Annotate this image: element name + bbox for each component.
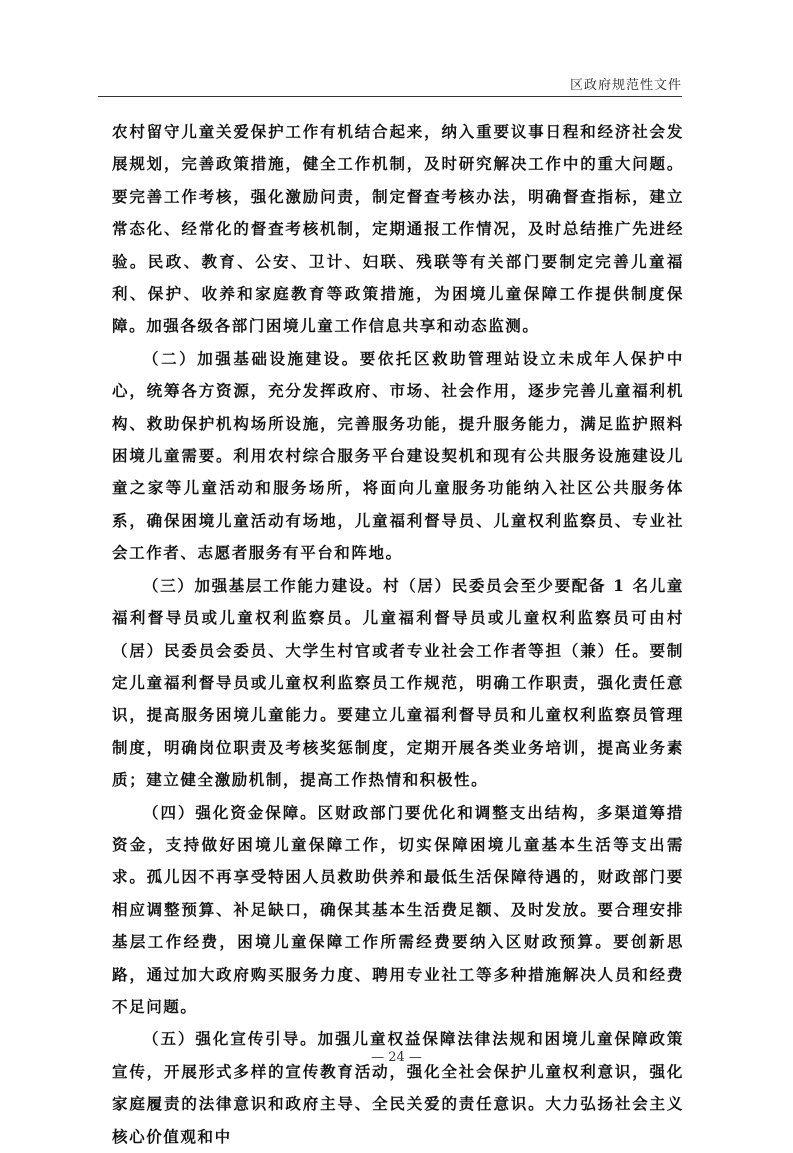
page-header bbox=[98, 74, 682, 97]
paragraph-infrastructure: （二）加强基础设施建设。要依托区救助管理站设立未成年人保护中心，统筹各方资源，充分发挥政府、市场、社会作用，逐步完善儿童福利机构、救助保护机构场所设施，完善服务功能，提升服务能力，满足监护照料困境儿童需要。利用农村综合服务平台建设契机和现有公共服务设施建设儿童之家等儿童活动和服务场所，将面向儿童服务功能纳入社区公共服务体系，确保困境儿童活动有场地，儿童福利督导员、儿童权利监察员、专业社会工作者、志愿者服务有平台和阵地。 bbox=[112, 348, 684, 563]
header-title: 区政府规范性文件 bbox=[569, 78, 682, 93]
paragraph-grassroots-capacity: （三）加强基层工作能力建设。村（居）民委员会至少要配备 1 名儿童福利督导员或儿童权利监察员。儿童福利督导员或儿童权利监察员可由村（居）民委员会委员、大学生村官或者专业社会工作者等担（兼）任。要制定儿童福利督导员或儿童权利监察员工作规范，明确工作职责，强化责任意识，提高服务困境儿童能力。要建立儿童福利督导员和儿童权利监察员管理制度，明确岗位职责及考核奖惩制度，定期开展各类业务培训，提高业务素质；建立健全激励机制，提高工作热情和积极性。 bbox=[112, 575, 684, 790]
page-number: — 24 — bbox=[371, 1050, 422, 1065]
paragraph-continuation: 农村留守儿童关爱保护工作有机结合起来，纳入重要议事日程和经济社会发展规划，完善政策措施，健全工作机制，及时研究解决工作中的重大问题。要完善工作考核，强化激励问责，制定督查考核办法，明确督查指标，建立常态化、经常化的督查考核机制，定期通报工作情况，及时总结推广先进经验。民政、教育、公安、卫计、妇联、残联等有关部门要制定完善儿童福利、保护、收养和家庭教育等政策措施，为困境儿童保障工作提供制度保障。加强各级各部门困境儿童工作信息共享和动态监测。 bbox=[112, 122, 684, 336]
paragraph-funding: （四）强化资金保障。区财政部门要优化和调整支出结构，多渠道筹措资金，支持做好困境儿童保障工作，切实保障困境儿童基本生活等支出需求。孤儿因不再享受特困人员救助供养和最低生活保障待遇的，财政部门要相应调整预算、补足缺口，确保其基本生活费足额、及时发放。要合理安排基层工作经费，困境儿童保障工作所需经费要纳入区财政预算。要创新思路，通过加大政府购买服务力度、聘用专业社工等多种措施解决人员和经费不足问题。 bbox=[112, 802, 684, 1016]
paragraph-publicity: （五）强化宣传引导。加强儿童权益保障法律法规和困境儿童保障政策宣传，开展形式多样的宣传教育活动，强化全社会保护儿童权利意识，强化家庭履责的法律意识和政府主导、全民关爱的责任意识。大力弘扬社会主义核心价值观和中 bbox=[112, 1029, 684, 1146]
document-body bbox=[112, 116, 684, 1153]
